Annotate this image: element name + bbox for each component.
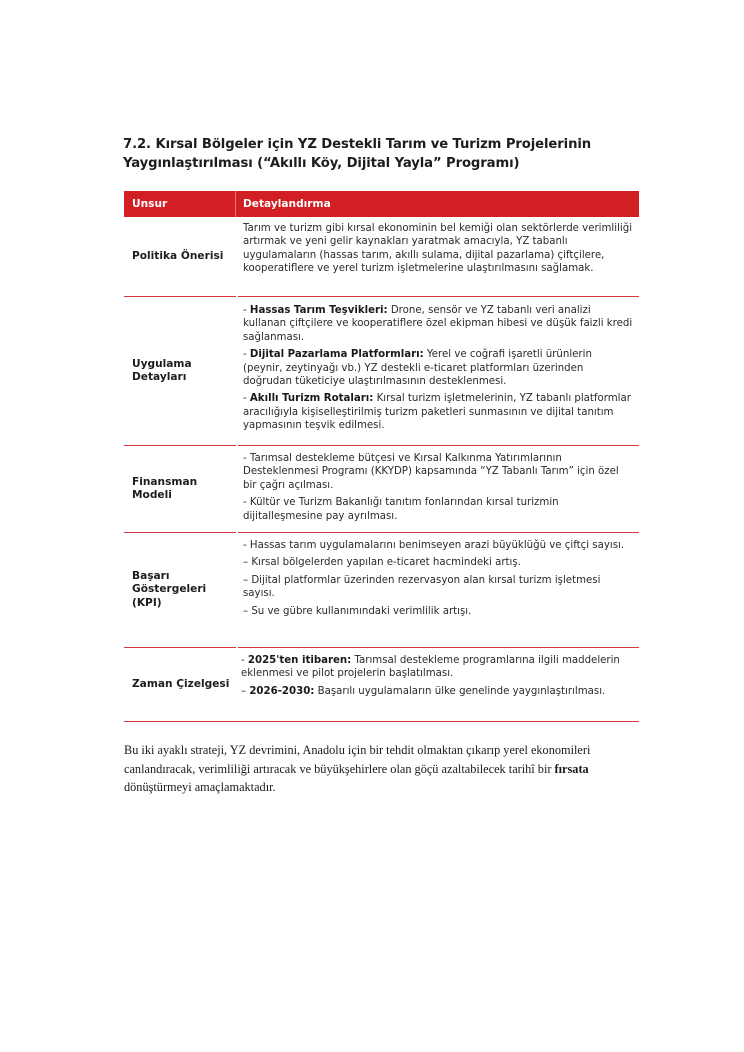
- table-row-basari-gostergeleri: [124, 533, 639, 648]
- row-label: Finansman Modeli: [124, 446, 236, 533]
- detail-item: – 2026-2030: Başarılı uygulamaların ülke genelinde yaygınlaştırılması.: [241, 685, 606, 697]
- detail-item: - Tarımsal destekleme bütçesi ve Kırsal Kalkınma Yatırımlarının Desteklenmesi Programı (KKYDP) kapsamında “YZ Tabanlı Tarım” için özel bir çağrı açılması.: [243, 453, 619, 491]
- row-details: [236, 648, 639, 722]
- row-label: Politika Önerisi: [124, 217, 236, 297]
- row-details: [238, 297, 639, 446]
- detail-item: – Kırsal bölgelerden yapılan e-ticaret hacmindeki artış.: [243, 557, 521, 569]
- table-header: [124, 191, 639, 217]
- table-row-uygulama-detaylari: [124, 297, 639, 446]
- row-label: Zaman Çizelgesi: [124, 648, 236, 722]
- row-label: Uygulama Detayları: [124, 297, 236, 446]
- emphasis-firsata: fırsata: [554, 761, 589, 776]
- detail-item: - 2025'ten itibaren: Tarımsal destekleme programlarına ilgili maddelerin eklenmesi ve pilot projelerin başlatılması.: [241, 655, 620, 680]
- section-heading-line-1: 7.2. Kırsal Bölgeler için YZ Destekli Tarım ve Turizm Projelerinin: [123, 137, 592, 152]
- detail-item: - Akıllı Turizm Rotaları: Kırsal turizm işletmelerinin, YZ tabanlı platformlar aracılığıyla kişiselleştirilmiş turizm paketleri sunmasının ve dijital tanıtım yapmasının teşvik edilmesi.: [243, 393, 631, 432]
- row-details: [238, 217, 639, 297]
- detail-item: - Hassas tarım uygulamalarını benimseyen arazi büyüklüğü ve çiftçi sayısı.: [243, 540, 625, 551]
- closing-paragraph: Bu iki ayaklı strateji, YZ devrimini, Anadolu için bir tehdit olmaktan çıkarıp yerel ekonomileri canlandıracak, verimliliği artıracak ve büyükşehirlere olan göçü azaltabilecek tarihî bir fırsata dönüştürmeyi amaçlamaktadır.: [124, 743, 591, 794]
- row-details: [238, 533, 639, 648]
- policy-table: [124, 191, 639, 722]
- row-details: [238, 446, 639, 533]
- detail-item: - Dijital Pazarlama Platformları: Yerel ve coğrafi işaretli ürünlerin (peynir, zeytinyağı vb.) YZ destekli e-ticaret platformları üzerinden doğrudan tüketiciye ulaştırılmasının desteklenmesi.: [243, 349, 592, 388]
- detail-item: Tarım ve turizm gibi kırsal ekonominin bel kemiği olan sektörlerde verimliliği artırmak ve yeni gelir kaynakları yaratmak amacıyla, YZ tabanlı uygulamaların (hassas tarım, akıllı sulama, dijital pazarlama) çiftçilere, kooperatiflere ve yerel turizm işletmelerine ulaştırılmasını sağlamak.: [243, 223, 633, 275]
- row-label: Başarı Göstergeleri (KPI): [124, 533, 236, 648]
- section-heading: [123, 136, 643, 173]
- table-row-politika-onerisi: [124, 217, 639, 297]
- header-detaylandirma: Detaylandırma: [243, 198, 331, 210]
- header-unsur: Unsur: [124, 191, 236, 217]
- detail-item: - Hassas Tarım Teşvikleri: Drone, sensör ve YZ tabanlı veri analizi kullanan çiftçilere ve kooperatiflere özel ekipman hibesi ve düşük faizli kredi sağlanması.: [243, 305, 633, 343]
- detail-item: – Su ve gübre kullanımındaki verimlilik artışı.: [243, 605, 472, 617]
- section-heading-line-2: Yaygınlaştırılması (“Akıllı Köy, Dijital Yayla” Programı): [123, 155, 520, 171]
- detail-item: – Dijital platformlar üzerinden rezervasyon alan kırsal turizm işletmesi sayısı.: [243, 574, 601, 600]
- table-row-finansman-modeli: [124, 446, 639, 533]
- table-row-zaman-cizelgesi: [124, 648, 639, 722]
- detail-item: - Kültür ve Turizm Bakanlığı tanıtım fonlarından kırsal turizmin dijitalleşmesine pay ayrılması.: [243, 497, 559, 522]
